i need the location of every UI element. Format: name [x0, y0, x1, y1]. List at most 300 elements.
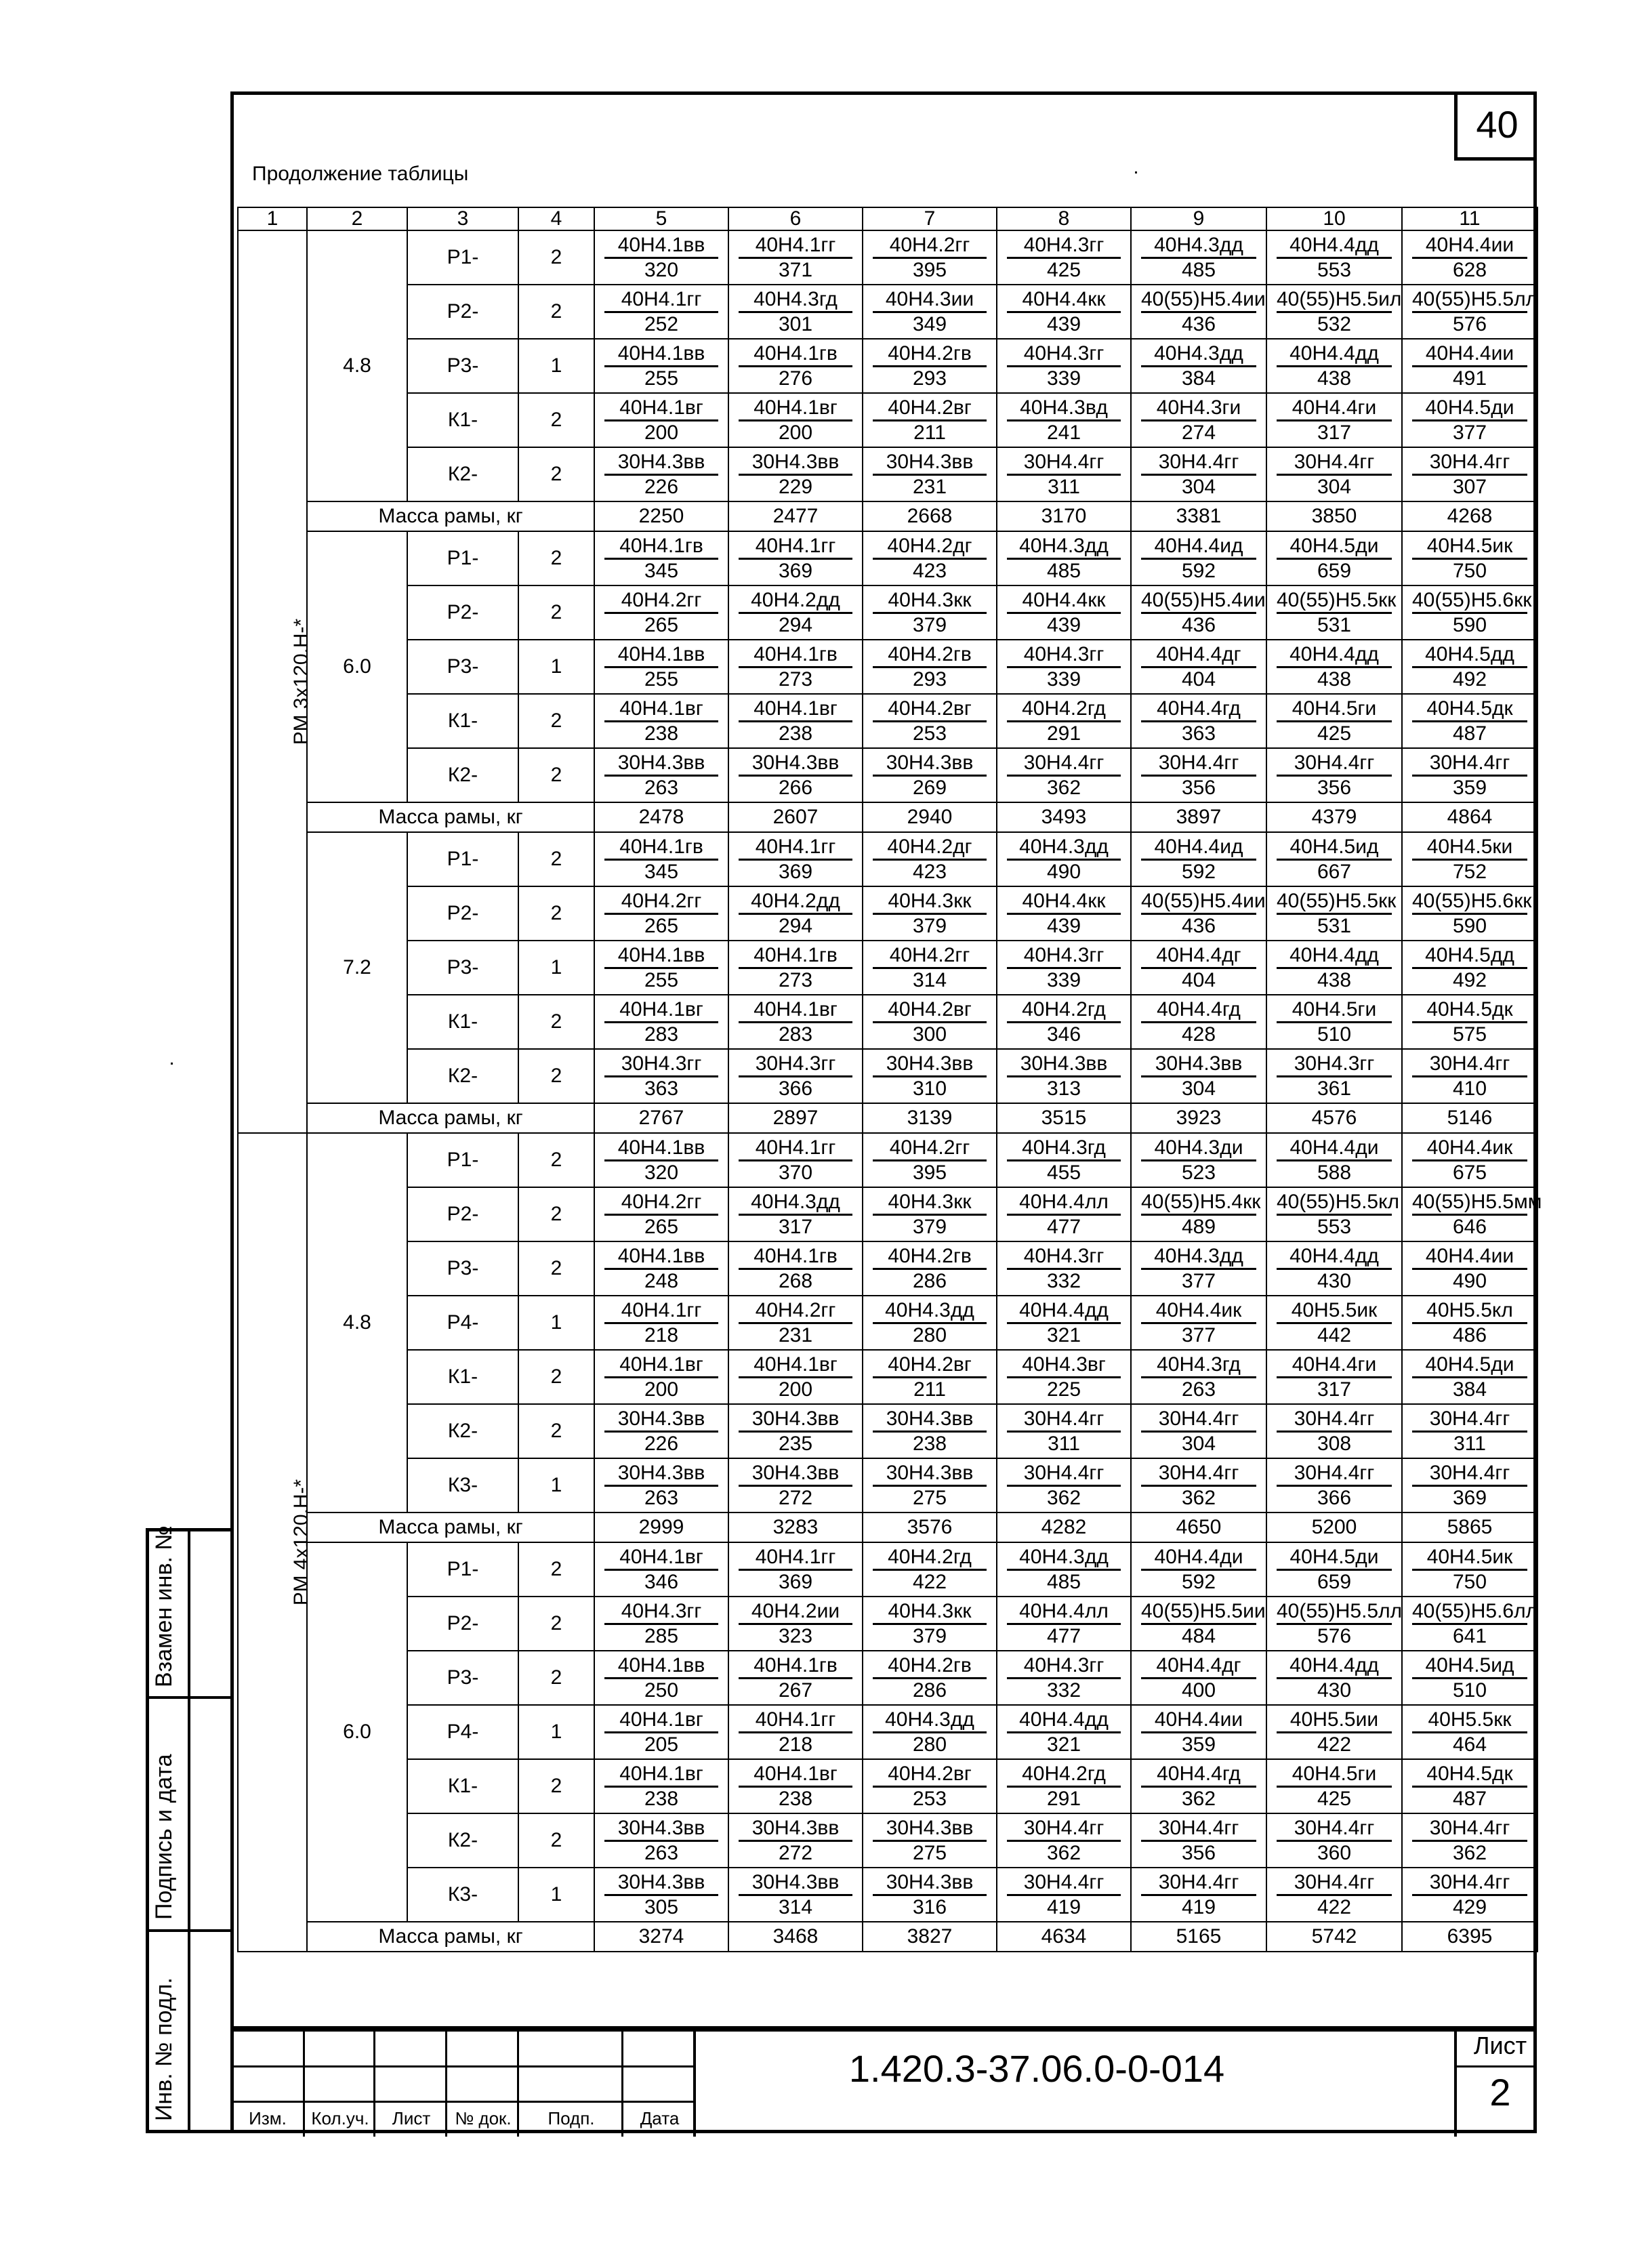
element-value-cell [1402, 1868, 1537, 1922]
element-value-cell [728, 748, 863, 802]
element-mass: 429 [1452, 1895, 1487, 1918]
element-profile: 30Н4.3вв [739, 451, 852, 476]
element-profile: 40Н4.3дд [1007, 535, 1121, 560]
element-profile: 30Н4.4гг [1412, 1407, 1527, 1433]
element-value-cell [1266, 447, 1402, 501]
element-profile: 40Н4.2гг [739, 1299, 852, 1324]
element-profile: 40(55)Н5.4ии [1141, 890, 1256, 915]
frame-mass-value: 5165 [1131, 1922, 1266, 1952]
element-mass: 349 [912, 312, 947, 335]
frame-mass-value: 3515 [997, 1103, 1131, 1133]
element-profile: 40Н4.1гв [739, 1654, 852, 1679]
column-number: 6 [728, 207, 863, 230]
element-value-cell [863, 886, 997, 941]
element-value-cell [1131, 1049, 1266, 1103]
element-profile: 40Н4.2дд [739, 589, 852, 614]
element-value-cell [863, 1049, 997, 1103]
element-profile: 40Н4.5дк [1412, 1763, 1527, 1788]
element-profile: 40Н4.1вг [604, 396, 718, 421]
frame-mass-row [238, 501, 1537, 531]
element-profile: 40Н4.1вв [604, 342, 718, 367]
element-profile: 30Н4.4гг [1007, 1407, 1121, 1433]
element-value-cell [1131, 1759, 1266, 1813]
element-profile: 40Н4.1вг [604, 697, 718, 722]
element-mass: 362 [1181, 1787, 1216, 1810]
element-profile: 40Н4.1гв [739, 944, 852, 969]
element-mass: 285 [644, 1624, 679, 1647]
element-mass: 419 [1046, 1895, 1081, 1918]
element-profile: 40Н4.4ид [1141, 535, 1256, 560]
element-value-cell [1131, 1350, 1266, 1404]
element-mass: 439 [1046, 914, 1081, 937]
element-value-cell [863, 585, 997, 640]
element-profile: 40Н4.4гд [1141, 998, 1256, 1023]
element-value-cell [997, 1705, 1131, 1759]
element-profile: 30Н4.4гг [1412, 451, 1527, 476]
element-mass: 750 [1452, 1570, 1487, 1593]
element-mass: 265 [644, 613, 679, 636]
element-value-cell [594, 1241, 728, 1296]
element-profile: 40Н4.4ик [1412, 1136, 1527, 1161]
tb-col-izm: Изм. [249, 2108, 287, 2128]
element-row [238, 1350, 1537, 1404]
element-mass: 400 [1181, 1679, 1216, 1702]
element-profile: 40Н4.4ги [1277, 396, 1392, 421]
element-value-cell [863, 1597, 997, 1651]
element-profile: 40Н4.4ии [1412, 234, 1527, 259]
element-mass: 659 [1317, 559, 1352, 582]
frame-mass-value: 5200 [1266, 1513, 1402, 1542]
element-row [238, 285, 1537, 339]
element-value-cell [728, 886, 863, 941]
element-value-cell [1266, 995, 1402, 1049]
element-value-cell [594, 1542, 728, 1597]
element-mass: 490 [1046, 860, 1081, 883]
column-number: 4 [518, 207, 594, 230]
element-profile: 30Н4.4гг [1277, 451, 1392, 476]
frame-mass-value: 3170 [997, 501, 1131, 531]
element-profile: 40Н4.3кк [873, 1191, 987, 1216]
element-mass: 266 [778, 776, 813, 799]
element-profile: 40Н4.1вг [739, 697, 852, 722]
element-value-cell [728, 531, 863, 585]
element-mass: 362 [1452, 1841, 1487, 1864]
element-profile: 40Н4.2вг [873, 998, 987, 1023]
element-profile: 40Н4.5дд [1412, 944, 1527, 969]
element-value-cell [594, 748, 728, 802]
element-value-cell [997, 640, 1131, 694]
column-number: 10 [1266, 207, 1402, 230]
element-profile: 40Н4.3ии [873, 288, 987, 313]
element-mass: 320 [644, 258, 679, 281]
element-profile: 40Н4.1вв [604, 234, 718, 259]
element-profile: 30Н4.3вв [739, 1407, 852, 1433]
element-value-cell [728, 1187, 863, 1241]
element-value-cell [594, 230, 728, 285]
element-mass: 346 [1046, 1023, 1081, 1046]
element-mass: 200 [644, 1378, 679, 1401]
scan-dot [171, 1063, 173, 1065]
element-mass: 252 [644, 312, 679, 335]
element-quantity: 1 [518, 339, 594, 393]
element-mass: 205 [644, 1733, 679, 1756]
element-mass: 422 [1317, 1733, 1352, 1756]
frame-type-cell [238, 1133, 313, 1952]
element-value-cell [1402, 1597, 1537, 1651]
element-mass: 356 [1317, 776, 1352, 799]
element-value-cell [1131, 748, 1266, 802]
element-profile: 40Н5.5ик [1277, 1299, 1392, 1324]
element-mass: 485 [1046, 1570, 1081, 1593]
element-mass: 314 [778, 1895, 813, 1918]
element-value-cell [594, 1133, 728, 1187]
element-mass: 273 [778, 968, 813, 991]
element-mass: 379 [912, 1215, 947, 1238]
element-quantity: 2 [518, 1759, 594, 1813]
element-profile: 40Н4.4дд [1277, 643, 1392, 668]
element-mass: 321 [1046, 1733, 1081, 1756]
element-value-cell [728, 393, 863, 447]
element-mass: 313 [1046, 1077, 1081, 1100]
element-mark: Р2- [407, 886, 518, 941]
element-row [238, 694, 1537, 748]
element-mass: 339 [1046, 367, 1081, 390]
element-value-cell [594, 1813, 728, 1868]
element-mark: Р3- [407, 941, 518, 995]
element-mass: 641 [1452, 1624, 1487, 1647]
element-quantity: 2 [518, 1813, 594, 1868]
element-value-cell [1402, 1542, 1537, 1597]
frame-mass-value: 2668 [863, 501, 997, 531]
element-row [238, 230, 1537, 285]
element-profile: 40Н4.2гв [873, 1654, 987, 1679]
element-profile: 40Н4.5ди [1277, 535, 1392, 560]
element-row [238, 1049, 1537, 1103]
element-profile: 40Н4.3гг [1007, 1654, 1121, 1679]
element-profile: 30Н4.4гг [1277, 1407, 1392, 1433]
element-value-cell [728, 1597, 863, 1651]
element-profile: 40Н4.3дд [1141, 234, 1256, 259]
element-value-cell [997, 1542, 1131, 1597]
element-row [238, 1759, 1537, 1813]
tb-col-podp: Подп. [548, 2108, 595, 2128]
element-value-cell [728, 640, 863, 694]
element-profile: 30Н4.3вв [604, 1817, 718, 1842]
element-mass: 553 [1317, 258, 1352, 281]
element-mass: 404 [1181, 968, 1216, 991]
element-quantity: 2 [518, 1241, 594, 1296]
element-profile: 40Н4.3гд [1007, 1136, 1121, 1161]
element-value-cell [1402, 1651, 1537, 1705]
element-mass: 231 [778, 1323, 813, 1346]
element-mass: 553 [1317, 1215, 1352, 1238]
frame-mass-value: 2897 [728, 1103, 863, 1133]
element-mass: 272 [778, 1486, 813, 1509]
element-profile: 40(55)Н5.5кл [1277, 1191, 1392, 1216]
element-mass: 238 [778, 1787, 813, 1810]
element-mass: 438 [1317, 367, 1352, 390]
element-value-cell [1266, 1049, 1402, 1103]
element-profile: 40Н4.4лл [1007, 1600, 1121, 1625]
frame-mass-value: 3274 [594, 1922, 728, 1952]
element-profile: 40Н4.2гг [873, 234, 987, 259]
element-mass: 442 [1317, 1323, 1352, 1346]
element-mass: 592 [1181, 860, 1216, 883]
element-profile: 40Н4.2гв [873, 643, 987, 668]
element-mark: Р3- [407, 640, 518, 694]
element-value-cell [728, 1868, 863, 1922]
element-profile: 30Н4.4гг [1412, 1462, 1527, 1487]
element-mass: 492 [1452, 968, 1487, 991]
element-value-cell [863, 1651, 997, 1705]
element-row [238, 640, 1537, 694]
element-mass: 226 [644, 475, 679, 498]
element-profile: 30Н4.3вв [604, 1407, 718, 1433]
element-profile: 40Н4.1гг [739, 234, 852, 259]
element-mass: 646 [1452, 1215, 1487, 1238]
element-profile: 40Н4.2гв [873, 342, 987, 367]
element-profile: 40Н4.4ии [1412, 1245, 1527, 1270]
column-number: 2 [307, 207, 407, 230]
element-row [238, 995, 1537, 1049]
element-row [238, 832, 1537, 886]
frame-mass-value: 2767 [594, 1103, 728, 1133]
element-profile: 40Н4.1вг [604, 1708, 718, 1733]
element-value-cell [997, 1296, 1131, 1350]
element-value-cell [728, 941, 863, 995]
element-quantity: 2 [518, 832, 594, 886]
element-quantity: 2 [518, 585, 594, 640]
frame-mass-value: 4268 [1402, 501, 1537, 531]
element-profile: 40Н4.1гв [604, 535, 718, 560]
element-mass: 314 [912, 968, 947, 991]
element-profile: 30Н4.4гг [1277, 1817, 1392, 1842]
element-profile: 40Н4.2гг [604, 890, 718, 915]
element-mass: 592 [1181, 1570, 1216, 1593]
element-value-cell [728, 832, 863, 886]
element-profile: 40Н4.2вг [873, 697, 987, 722]
element-value-cell [863, 941, 997, 995]
frame-mass-value: 2250 [594, 501, 728, 531]
element-value-cell [728, 1705, 863, 1759]
element-mass: 238 [644, 1787, 679, 1810]
element-mass: 667 [1317, 860, 1352, 883]
element-value-cell [1131, 832, 1266, 886]
element-profile: 40Н4.3ди [1141, 1136, 1256, 1161]
element-profile: 30Н4.4гг [1412, 1052, 1527, 1077]
signature-date-label: Подпись и дата [151, 1754, 177, 1920]
element-profile: 40Н4.5ди [1412, 1353, 1527, 1378]
element-mark: К2- [407, 1049, 518, 1103]
element-profile: 40Н4.5ги [1277, 1763, 1392, 1788]
element-value-cell [1402, 995, 1537, 1049]
column-number: 11 [1402, 207, 1537, 230]
element-mass: 356 [1181, 776, 1216, 799]
element-profile: 40Н4.1гг [604, 1299, 718, 1324]
element-profile: 40Н4.1гг [739, 1136, 852, 1161]
element-mass: 317 [1317, 1378, 1352, 1401]
element-value-cell [594, 1296, 728, 1350]
element-profile: 40Н4.4дд [1007, 1708, 1121, 1733]
element-profile: 40Н4.3дд [873, 1708, 987, 1733]
element-profile: 40Н4.5дк [1412, 998, 1527, 1023]
element-value-cell [1402, 941, 1537, 995]
element-value-cell [997, 1868, 1131, 1922]
element-profile: 40(55)Н5.4ии [1141, 288, 1256, 313]
element-profile: 40Н4.1вг [739, 998, 852, 1023]
element-mass: 430 [1317, 1269, 1352, 1292]
element-mass: 369 [1452, 1486, 1487, 1509]
element-profile: 30Н4.3вв [604, 752, 718, 777]
element-mass: 241 [1046, 421, 1081, 444]
frame-mass-value: 4634 [997, 1922, 1131, 1952]
frame-mass-value: 3468 [728, 1922, 863, 1952]
frame-mass-value: 3850 [1266, 501, 1402, 531]
element-profile: 40Н4.5дд [1412, 643, 1527, 668]
replacement-inv-label: Взамен инв. № [151, 1525, 177, 1687]
element-mass: 425 [1317, 722, 1352, 745]
element-row [238, 1458, 1537, 1513]
element-value-cell [1266, 1759, 1402, 1813]
element-value-cell [997, 339, 1131, 393]
frame-mass-value: 4282 [997, 1513, 1131, 1542]
element-profile: 40Н4.1гг [739, 535, 852, 560]
element-mass: 200 [778, 1378, 813, 1401]
element-profile: 40Н4.4гд [1141, 697, 1256, 722]
element-value-cell [1131, 886, 1266, 941]
element-mass: 339 [1046, 667, 1081, 691]
element-profile: 40Н4.4ди [1141, 1546, 1256, 1571]
element-profile: 40Н4.2гд [1007, 998, 1121, 1023]
element-mark: К3- [407, 1458, 518, 1513]
element-value-cell [1266, 585, 1402, 640]
element-value-cell [1266, 1404, 1402, 1458]
frame-mass-label: Масса рамы, кг [307, 1513, 594, 1542]
element-mass: 438 [1317, 667, 1352, 691]
element-mass: 276 [778, 367, 813, 390]
frame-mass-value: 5146 [1402, 1103, 1537, 1133]
element-profile: 40Н4.3гд [739, 288, 852, 313]
specification-table [237, 207, 1542, 1952]
element-quantity: 2 [518, 230, 594, 285]
element-value-cell [863, 995, 997, 1049]
span-length: 4.8 [307, 230, 407, 501]
element-row [238, 1651, 1537, 1705]
element-quantity: 2 [518, 1133, 594, 1187]
element-value-cell [728, 1542, 863, 1597]
element-profile: 30Н4.3вв [873, 1871, 987, 1896]
frame-mass-label: Масса рамы, кг [307, 501, 594, 531]
element-mass: 323 [778, 1624, 813, 1647]
element-value-cell [1266, 1296, 1402, 1350]
element-mass: 485 [1046, 559, 1081, 582]
element-value-cell [1266, 1133, 1402, 1187]
element-profile: 40Н4.4ии [1412, 342, 1527, 367]
column-number: 3 [407, 207, 518, 230]
element-mass: 339 [1046, 968, 1081, 991]
frame-mass-value: 3576 [863, 1513, 997, 1542]
element-value-cell [997, 1813, 1131, 1868]
element-value-cell [728, 694, 863, 748]
element-mass: 253 [912, 722, 947, 745]
element-profile: 40Н4.3вд [1007, 396, 1121, 421]
element-value-cell [997, 832, 1131, 886]
element-mass: 359 [1181, 1733, 1216, 1756]
element-profile: 30Н4.4гг [1007, 1462, 1121, 1487]
element-value-cell [1402, 393, 1537, 447]
element-mass: 263 [1181, 1378, 1216, 1401]
scan-dot [1135, 171, 1137, 173]
element-profile: 40Н4.1вв [604, 1654, 718, 1679]
element-mass: 423 [912, 860, 947, 883]
element-row [238, 748, 1537, 802]
element-value-cell [594, 694, 728, 748]
element-mass: 362 [1181, 1486, 1216, 1509]
frame-type: РМ 4х120.Н-* [290, 1479, 313, 1606]
element-mass: 317 [778, 1215, 813, 1238]
element-value-cell [1266, 1651, 1402, 1705]
element-mass: 267 [778, 1679, 813, 1702]
element-value-cell [863, 1241, 997, 1296]
element-value-cell [1131, 531, 1266, 585]
element-mass: 255 [644, 667, 679, 691]
element-mass: 280 [912, 1733, 947, 1756]
element-profile: 40Н4.1вг [604, 1546, 718, 1571]
element-profile: 30Н4.4гг [1141, 451, 1256, 476]
element-mark: Р1- [407, 832, 518, 886]
element-value-cell [1266, 1813, 1402, 1868]
frame-mass-label: Масса рамы, кг [307, 1922, 594, 1952]
element-profile: 30Н4.3вв [873, 1817, 987, 1842]
element-value-cell [594, 531, 728, 585]
element-value-cell [997, 694, 1131, 748]
element-value-cell [997, 531, 1131, 585]
element-profile: 40Н4.1гв [739, 643, 852, 668]
element-mass: 419 [1181, 1895, 1216, 1918]
element-value-cell [863, 832, 997, 886]
element-mass: 200 [644, 421, 679, 444]
element-mass: 272 [778, 1841, 813, 1864]
element-value-cell [1266, 748, 1402, 802]
element-mass: 395 [912, 1161, 947, 1184]
element-mark: К2- [407, 447, 518, 501]
element-mass: 255 [644, 367, 679, 390]
element-value-cell [1131, 1458, 1266, 1513]
element-profile: 30Н4.3вв [604, 1871, 718, 1896]
element-mass: 300 [912, 1023, 947, 1046]
element-mass: 439 [1046, 613, 1081, 636]
element-mass: 304 [1181, 475, 1216, 498]
element-mark: Р1- [407, 1133, 518, 1187]
element-value-cell [997, 1651, 1131, 1705]
element-profile: 40Н4.4гд [1141, 1763, 1256, 1788]
element-value-cell [594, 393, 728, 447]
element-mass: 404 [1181, 667, 1216, 691]
element-profile: 30Н4.4гг [1007, 752, 1121, 777]
span-length: 6.0 [307, 531, 407, 802]
element-value-cell [1131, 285, 1266, 339]
frame-mass-value: 4864 [1402, 802, 1537, 832]
element-value-cell [997, 285, 1131, 339]
element-profile: 40Н4.5ди [1277, 1546, 1392, 1571]
element-mass: 371 [778, 258, 813, 281]
element-row [238, 1813, 1537, 1868]
element-value-cell [1266, 1241, 1402, 1296]
element-profile: 40Н4.1вв [604, 1136, 718, 1161]
element-profile: 40Н4.5дк [1412, 697, 1527, 722]
element-profile: 30Н4.3вв [1007, 1052, 1121, 1077]
element-profile: 30Н4.4гг [1412, 1871, 1527, 1896]
